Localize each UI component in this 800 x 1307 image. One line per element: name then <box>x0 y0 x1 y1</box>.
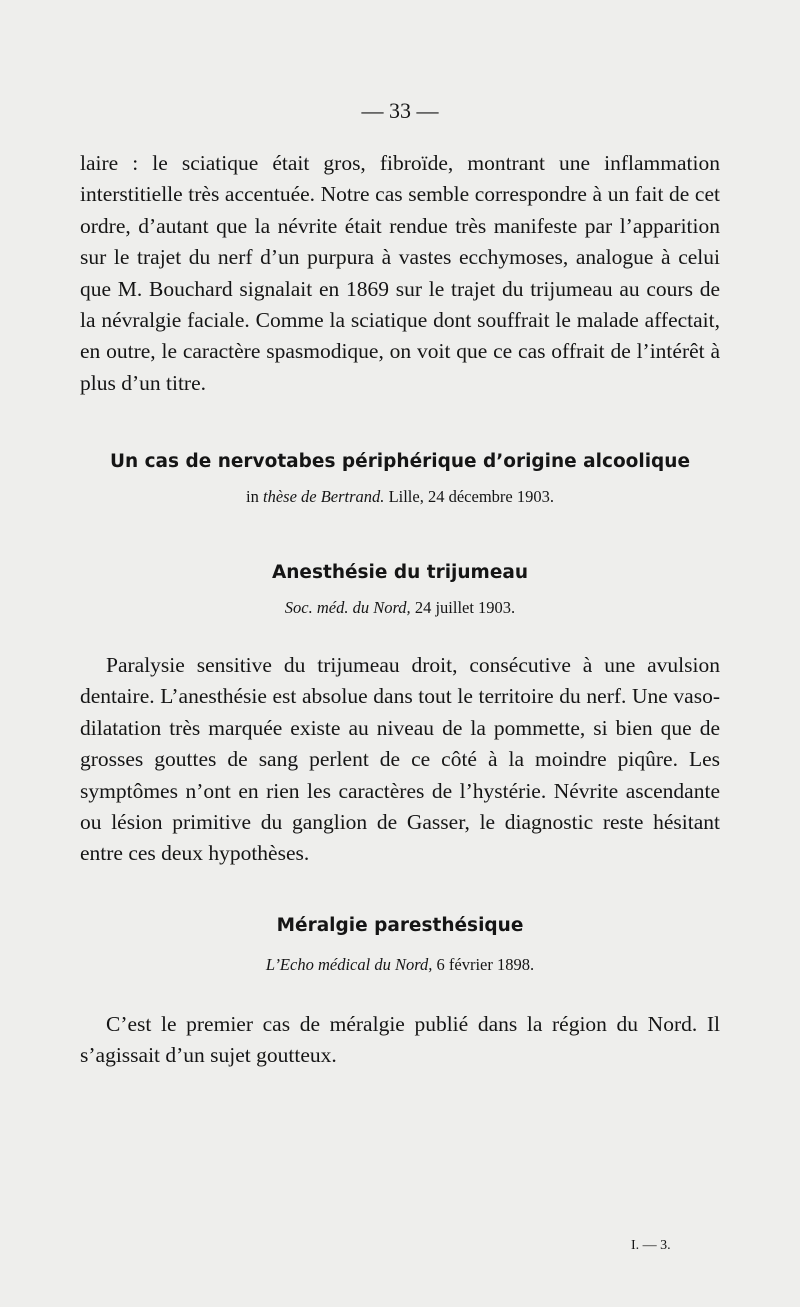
source-italic: thèse de Bertrand. <box>263 487 385 506</box>
source-suffix: Lille, 24 décembre 1903. <box>388 487 554 506</box>
source-suffix: 24 juillet 1903. <box>414 598 516 617</box>
page-number: — 33 — <box>361 98 439 123</box>
intro-paragraph: laire : le sciatique était gros, fibroïde, montrant une inflammation interstitielle très accentuée. Notre cas semble correspondre à un fait de cet ordre, d’autant que la névrite était rendue très manifeste par l’apparition sur le trajet du nerf d’un purpura à vastes ecchymoses, analogue à celui que M. Bouchard signalait en 1869 sur le trajet du trijumeau au cours de la névralgie faciale. Comme la sciatique dont souffrait le malade affectait, en outre, le caractère spasmodique, on voit que ce cas offrait de l’intérêt à plus d’un titre. <box>80 151 720 395</box>
source-italic: Soc. méd. du Nord, <box>284 598 411 617</box>
section-body-meralgie: C’est le premier cas de méralgie publié dans la région du Nord. Il s’agissait d’un sujet goutteux. <box>80 1012 720 1068</box>
section-source-nervotabes <box>0 487 800 507</box>
section-title-anesthesie: Anesthésie du trijumeau <box>271 562 529 583</box>
section-title-nervotabes: Un cas de nervotabes périphérique d’origine alcoolique <box>109 451 691 472</box>
section-body-anesthesie: Paralysie sensitive du trijumeau droit, consécutive à une avulsion dentaire. L’anesthésie est absolue dans tout le territoire du nerf. Une vaso-dilatation très marquée existe au niveau de la pommette, si bien que de grosses gouttes de sang perlent de ce côté à la moindre piqûre. Les symptômes n’ont en rien les caractères de l’hystérie. Névrite ascendante ou lésion primitive du ganglion de Gasser, le diagnostic reste hésitant entre ces deux hypothèses. <box>80 653 720 866</box>
section-title-meralgie: Méralgie paresthésique <box>276 915 524 936</box>
source-prefix: in <box>246 487 259 506</box>
section-source-meralgie <box>0 955 800 975</box>
signature-mark: I. — 3. <box>631 1238 671 1253</box>
source-italic: L’Echo médical du Nord, <box>265 955 433 974</box>
source-suffix: 6 février 1898. <box>436 955 535 974</box>
section-source-anesthesie <box>0 598 800 618</box>
